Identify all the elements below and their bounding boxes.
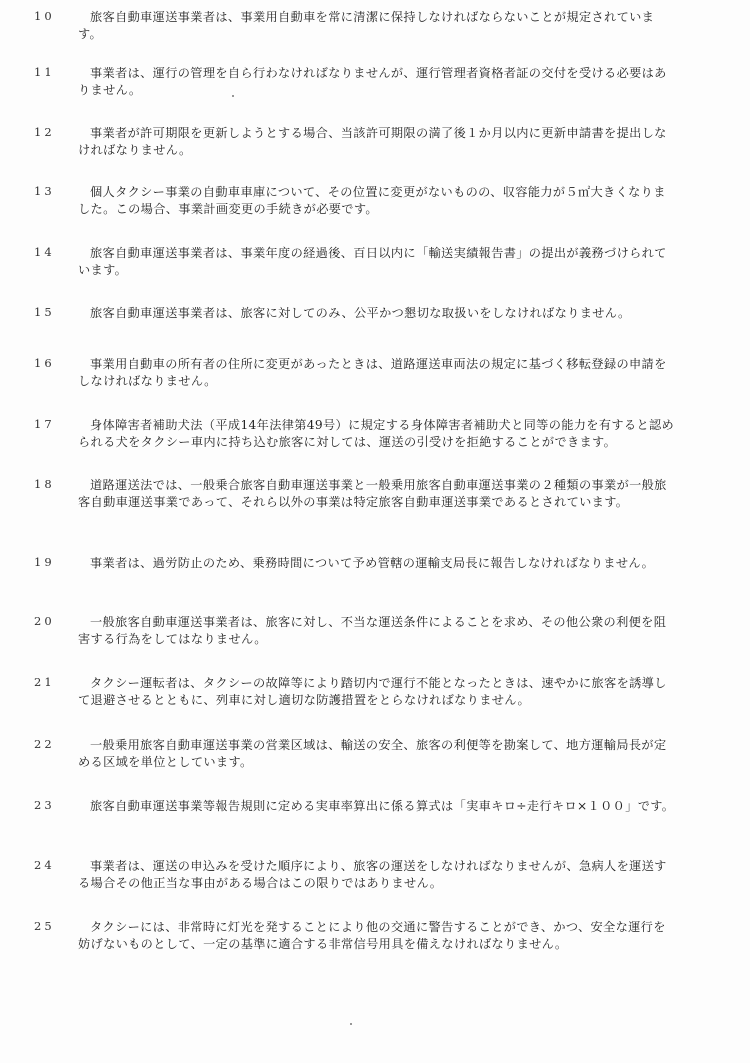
item-number: 14 (34, 245, 55, 259)
item-text: 一般乗用旅客自動車運送事業の営業区域は、輸送の安全、旅客の利便等を勘案して、地方運輸局長が定める区域を単位としています。 (78, 738, 667, 769)
item-number: 12 (34, 125, 55, 139)
scan-speck (232, 95, 234, 97)
item-number: 13 (34, 184, 55, 198)
item-number: 21 (34, 675, 55, 689)
item-number: 16 (34, 356, 55, 370)
item-number: 20 (34, 614, 55, 628)
scan-speck (350, 1023, 352, 1025)
item-text: 事業者は、運行の管理を自ら行わなければなりませんが、運行管理者資格者証の交付を受ける必要はありません。 (78, 66, 667, 97)
item-text: 道路運送法では、一般乗合旅客自動車運送事業と一般乗用旅客自動車運送事業の２種類の事業が一般旅客自動車運送事業であって、それら以外の事業は特定旅客自動車運送事業であるとされています。 (78, 478, 667, 509)
item-text: 個人タクシー事業の自動車車庫について、その位置に変更がないものの、収容能力が５㎡大きくなりました。この場合、事業計画変更の手続きが必要です。 (78, 185, 666, 216)
item-text: 事業者が許可期限を更新しようとする場合、当該許可期限の満了後１か月以内に更新申請書を提出しなければなりません。 (78, 126, 667, 157)
item-text: 一般旅客自動車運送事業者は、旅客に対し、不当な運送条件によることを求め、その他公衆の利便を阻害する行為をしてはなりません。 (78, 615, 667, 646)
item-number: 11 (34, 65, 55, 79)
item-text: タクシーには、非常時に灯光を発することにより他の交通に警告することができ、かつ、安全な運行を妨げないものとして、一定の基準に適合する非常信号用具を備えなければなりません。 (78, 920, 666, 951)
item-text: タクシー運転者は、タクシーの故障等により踏切内で運行不能となったときは、速やかに旅客を誘導して退避させるとともに、列車に対し適切な防護措置をとらなければなりません。 (78, 676, 667, 707)
item-number: 23 (34, 798, 55, 812)
item-number: 22 (34, 737, 55, 751)
item-number: 15 (34, 305, 55, 319)
item-text: 旅客自動車運送事業者は、事業年度の経過後、百日以内に「輸送実績報告書」の提出が義務づけられています。 (78, 246, 667, 277)
item-number: 25 (34, 919, 55, 933)
item-number: 24 (34, 858, 55, 872)
item-text: 旅客自動車運送事業者は、事業用自動車を常に清潔に保持しなければならないことが規定されています。 (78, 10, 655, 41)
item-number: 19 (34, 555, 55, 569)
item-text: 身体障害者補助犬法（平成14年法律第49号）に規定する身体障害者補助犬と同等の能力を有すると認められる犬をタクシー車内に持ち込む旅客に対しては、運送の引受けを拒絶することができます。 (78, 418, 675, 449)
item-text: 旅客自動車運送事業等報告規則に定める実車率算出に係る算式は「実車キロ÷走行キロ×１００」です。 (90, 799, 675, 813)
item-number: 10 (34, 9, 55, 23)
item-text: 事業者は、過労防止のため、乗務時間について予め管轄の運輸支局長に報告しなければなりません。 (90, 556, 655, 570)
item-text: 旅客自動車運送事業者は、旅客に対してのみ、公平かつ懇切な取扱いをしなければなりません。 (90, 306, 631, 320)
item-number: 18 (34, 477, 55, 491)
item-text: 事業用自動車の所有者の住所に変更があったときは、道路運送車両法の規定に基づく移転登録の申請をしなければなりません。 (78, 357, 667, 388)
item-text: 事業者は、運送の申込みを受けた順序により、旅客の運送をしなければなりませんが、急病人を運送する場合その他正当な事由がある場合はこの限りではありません。 (78, 859, 667, 890)
item-number: 17 (34, 417, 55, 431)
